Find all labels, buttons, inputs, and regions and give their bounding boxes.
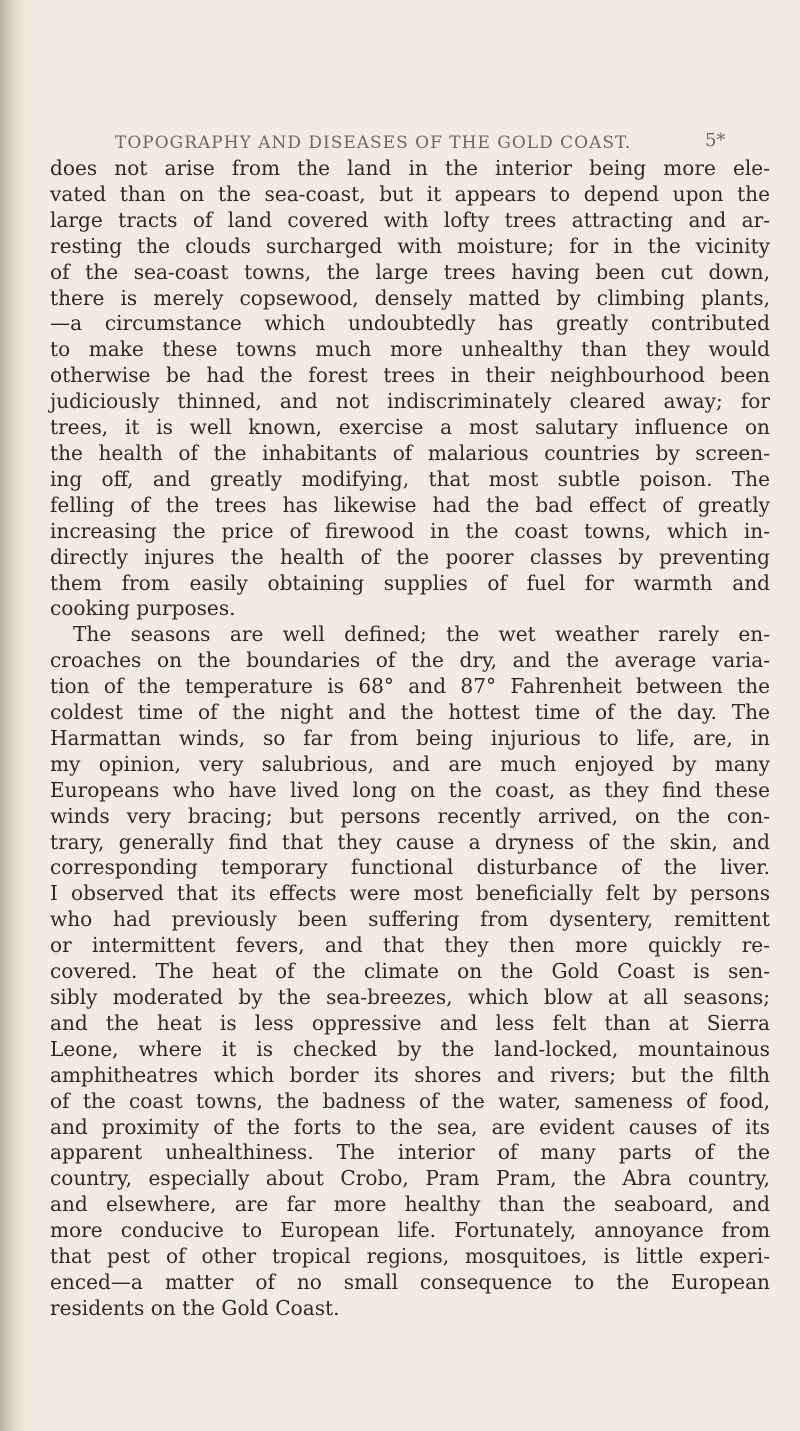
text-line: that pest of other tropical regions, mosquitoes, is little experi- [50, 1244, 770, 1269]
text-line: there is merely copsewood, densely matted by climbing plants, [50, 285, 770, 310]
text-line: large tracts of land covered with lofty trees attracting and ar- [50, 207, 770, 232]
text-line: enced—a matter of no small consequence to the European [50, 1269, 770, 1294]
text-line: more conducive to European life. Fortunately, annoyance from [50, 1218, 770, 1243]
text-line: residents on the Gold Coast. [50, 1295, 340, 1320]
text-line: ing off, and greatly modifying, that most subtle poison. The [50, 466, 770, 491]
text-line: of the sea-coast towns, the large trees having been cut down, [50, 259, 770, 284]
text-line: felling of the trees has likewise had the bad effect of greatly [50, 492, 770, 517]
text-line: cooking purposes. [50, 596, 236, 621]
body-text [50, 156, 770, 1322]
text-line: winds very bracing; but persons recently arrived, on the con- [50, 803, 770, 828]
text-line: Harmattan winds, so far from being injurious to life, are, in [50, 725, 770, 750]
text-line: Leone, where it is checked by the land-locked, mountainous [50, 1036, 770, 1061]
text-line: apparent unhealthiness. The interior of many parts of the [50, 1140, 770, 1165]
book-page [40, 0, 770, 1431]
text-line: amphitheatres which border its shores and rivers; but the filth [50, 1062, 770, 1087]
text-line: —a circumstance which undoubtedly has greatly contributed [50, 311, 770, 336]
text-line: resting the clouds surcharged with moisture; for in the vicinity [50, 233, 770, 258]
text-line: vated than on the sea-coast, but it appears to depend upon the [50, 181, 770, 206]
page-binding-shadow [0, 0, 26, 1431]
text-line: coldest time of the night and the hottest time of the day. The [50, 700, 770, 725]
text-line: and elsewhere, are far more healthy than the seaboard, and [50, 1192, 770, 1217]
text-line: directly injures the health of the poorer classes by preventing [50, 544, 770, 569]
text-line: trees, it is well known, exercise a most salutary influence on [50, 415, 770, 440]
text-line: does not arise from the land in the interior being more ele- [50, 156, 770, 180]
text-line: I observed that its effects were most beneficially felt by persons [50, 881, 770, 906]
text-line: them from easily obtaining supplies of fuel for warmth and [50, 570, 770, 595]
paragraph-start-line: The seasons are well defined; the wet weather rarely en- [73, 622, 770, 647]
text-line: of the coast towns, the badness of the water, sameness of food, [50, 1088, 770, 1113]
text-line: covered. The heat of the climate on the Gold Coast is sen- [50, 959, 770, 984]
text-line: judiciously thinned, and not indiscriminately cleared away; for [50, 389, 770, 414]
page-number: 5* [705, 130, 726, 151]
text-line: the health of the inhabitants of malarious countries by screen- [50, 440, 770, 465]
text-line: trary, generally find that they cause a dryness of the skin, and [50, 829, 770, 854]
text-line: and proximity of the forts to the sea, are evident causes of its [50, 1114, 770, 1139]
text-line: corresponding temporary functional disturbance of the liver. [50, 855, 770, 880]
text-line: sibly moderated by the sea-breezes, which blow at all seasons; [50, 985, 770, 1009]
text-line: country, especially about Crobo, Pram Pram, the Abra country, [50, 1166, 770, 1191]
text-line: or intermittent fevers, and that they then more quickly re- [50, 933, 770, 958]
text-line: Europeans who have lived long on the coast, as they find these [50, 777, 770, 802]
text-line: tion of the temperature is 68° and 87° Fahrenheit between the [50, 674, 770, 699]
text-line: my opinion, very salubrious, and are much enjoyed by many [50, 751, 770, 776]
running-head: TOPOGRAPHY AND DISEASES OF THE GOLD COAST. [115, 133, 632, 153]
text-line: who had previously been suffering from dysentery, remittent [50, 907, 770, 932]
text-line: increasing the price of firewood in the coast towns, which in- [50, 518, 770, 543]
text-line: and the heat is less oppressive and less felt than at Sierra [50, 1010, 770, 1035]
text-line: otherwise be had the forest trees in their neighbourhood been [50, 363, 770, 388]
text-line: croaches on the boundaries of the dry, and the average varia- [50, 648, 770, 673]
text-line: to make these towns much more unhealthy than they would [50, 337, 770, 362]
